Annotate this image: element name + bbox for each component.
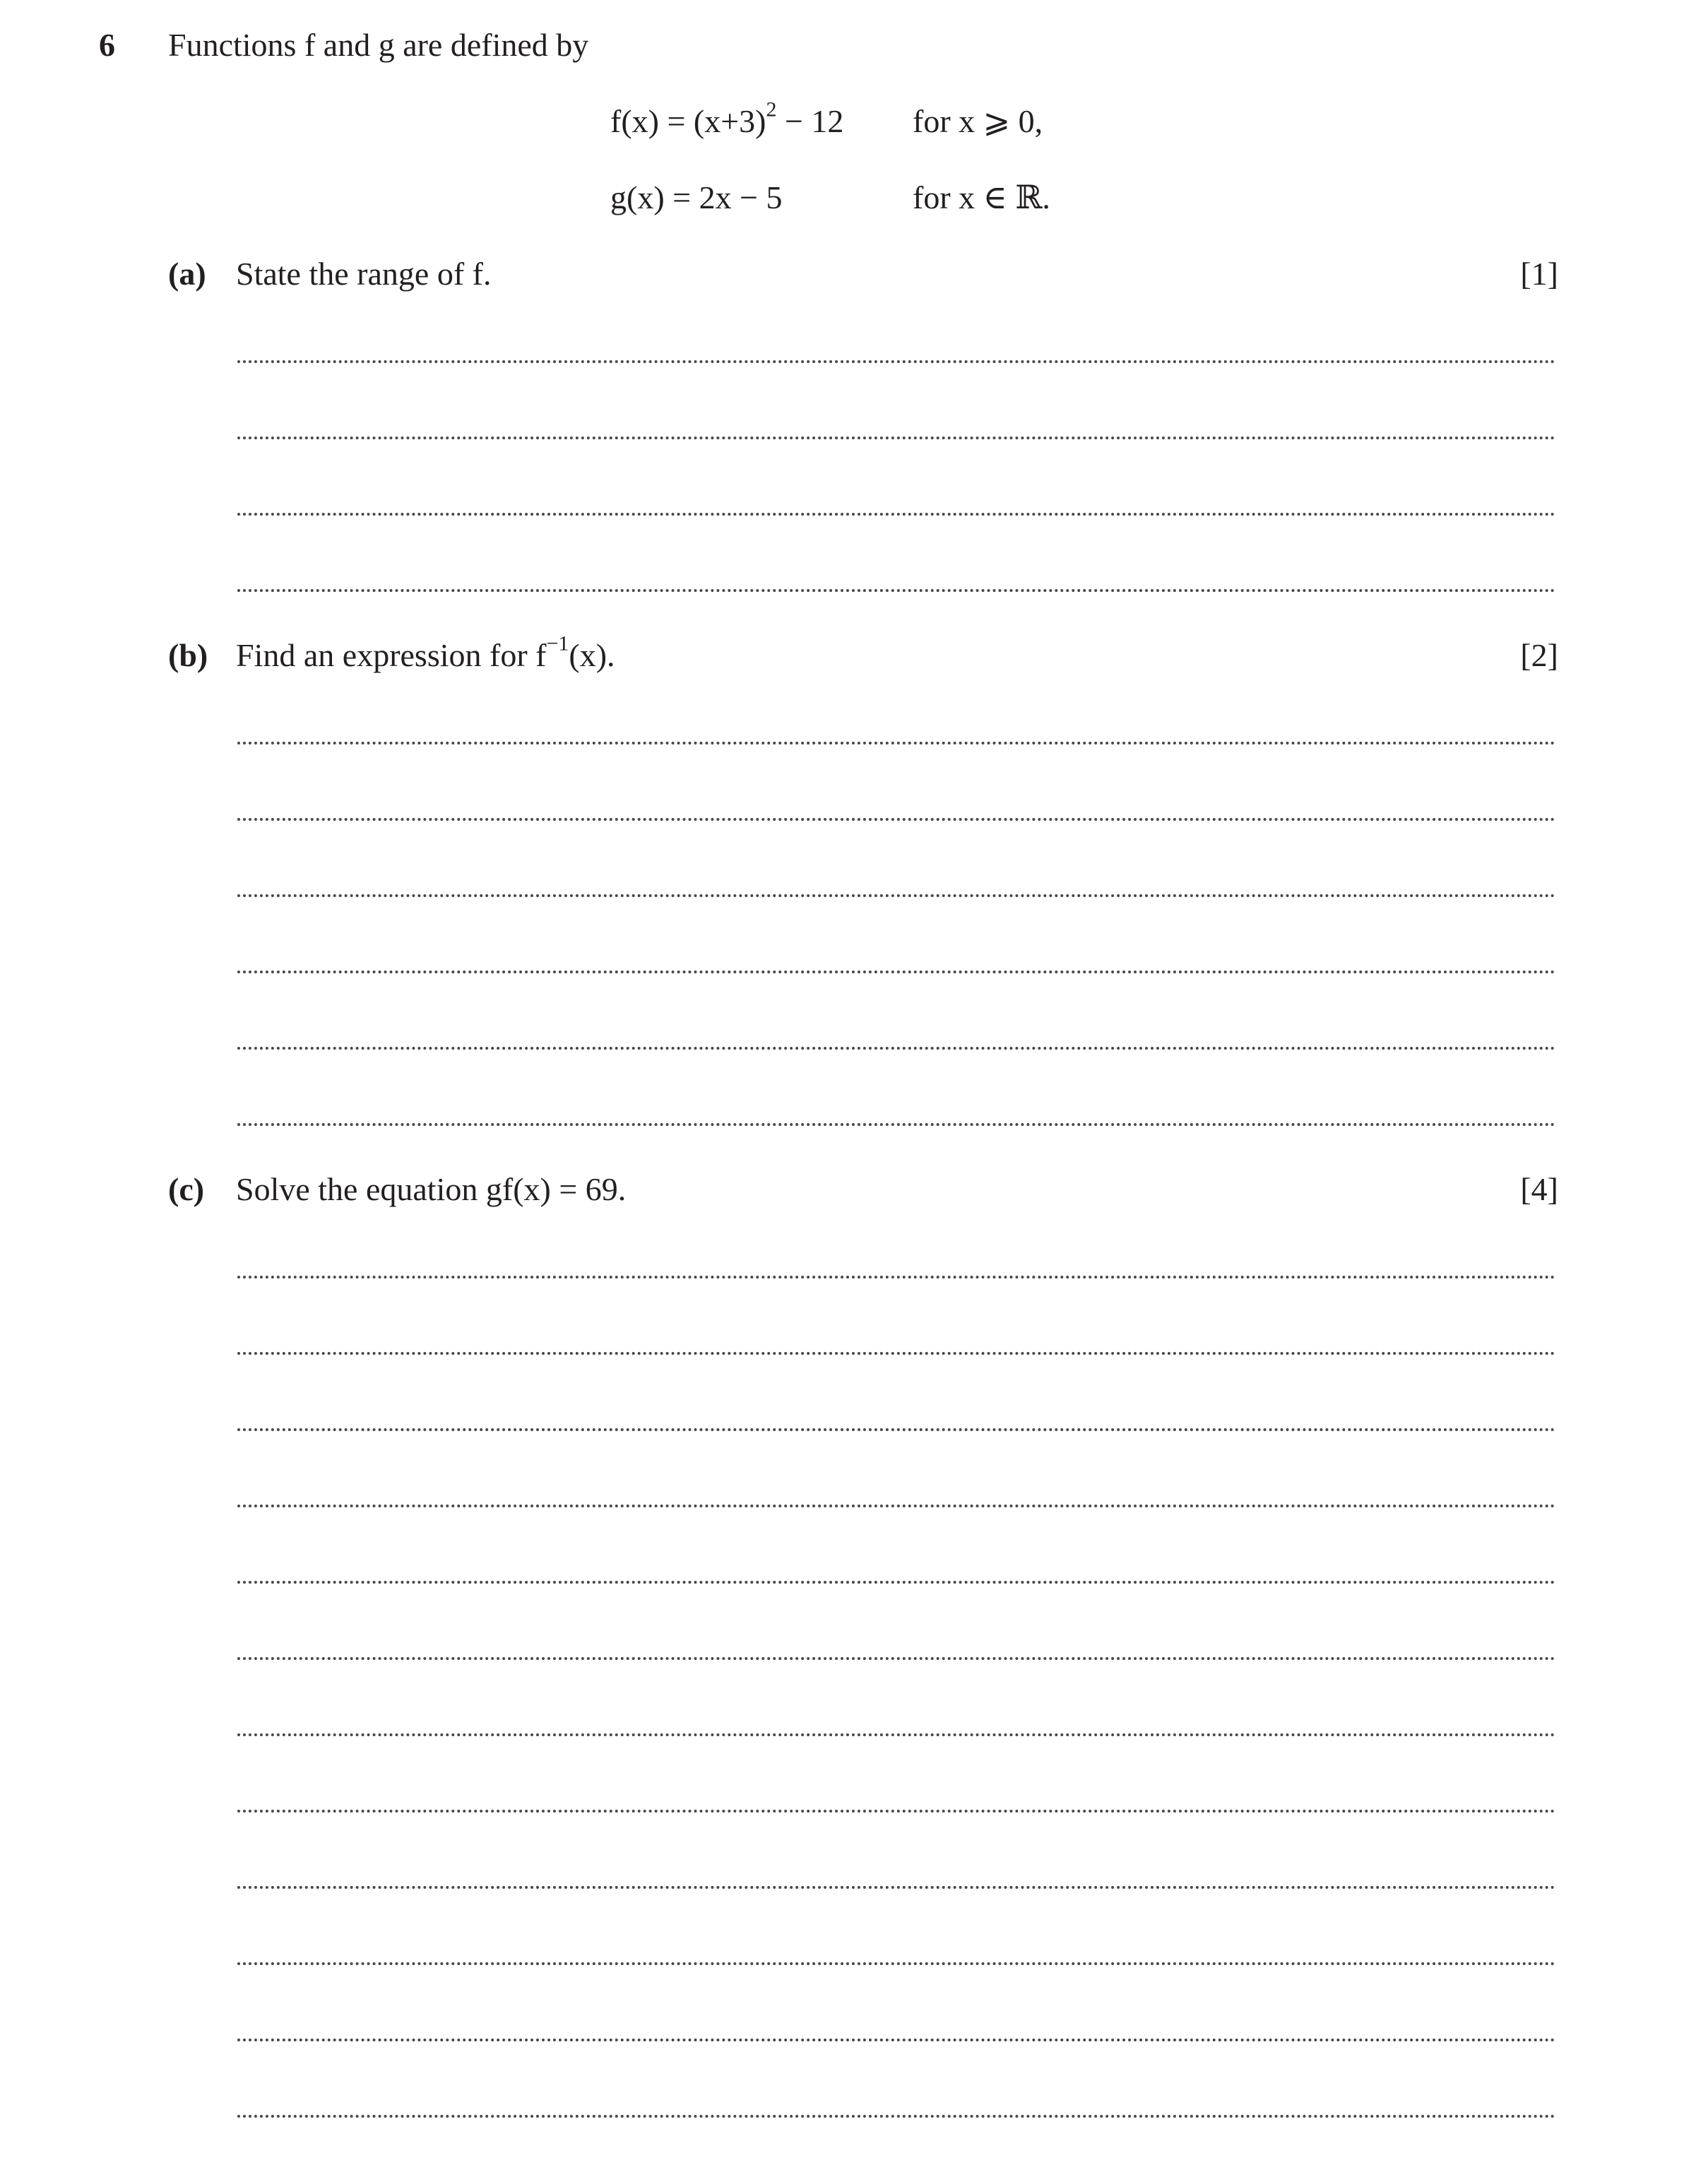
definition-f-power: 2 — [766, 97, 777, 121]
answer-line-c2[interactable] — [237, 1352, 1555, 1355]
answer-line-a2[interactable] — [237, 437, 1555, 439]
definition-f-condition: for x ⩾ 0, — [913, 103, 1043, 139]
answer-line-a4[interactable] — [237, 589, 1555, 592]
question-intro: Functions f and g are defined by — [168, 27, 589, 63]
part-c-label: (c) — [168, 1171, 205, 1207]
definition-f — [610, 97, 844, 143]
question-number: 6 — [99, 27, 115, 63]
answer-line-c7[interactable] — [237, 1733, 1555, 1736]
answer-line-c9[interactable] — [237, 1886, 1555, 1889]
part-a-label: (a) — [168, 256, 206, 292]
answer-line-c1[interactable] — [237, 1276, 1555, 1279]
answer-line-a3[interactable] — [237, 513, 1555, 516]
part-b-superscript: −1 — [546, 631, 569, 656]
definition-f-rhs: − 12 — [776, 103, 844, 139]
part-b-label: (b) — [168, 637, 208, 673]
answer-line-c3[interactable] — [237, 1428, 1555, 1431]
answer-line-b1[interactable] — [237, 742, 1555, 745]
part-a-text: State the range of f. — [236, 256, 492, 292]
definition-g-condition: for x ∈ ℝ. — [913, 179, 1050, 215]
answer-line-c6[interactable] — [237, 1657, 1555, 1660]
definition-g: g(x) = 2x − 5 — [610, 179, 783, 215]
answer-line-c4[interactable] — [237, 1505, 1555, 1507]
answer-line-c11[interactable] — [237, 2039, 1555, 2041]
answer-line-c10[interactable] — [237, 1962, 1555, 1965]
answer-line-b4[interactable] — [237, 971, 1555, 973]
answer-line-a1[interactable] — [237, 360, 1555, 363]
answer-line-b2[interactable] — [237, 818, 1555, 821]
part-b-text-after: (x). — [569, 637, 615, 673]
definition-f-lhs: f(x) = (x+3) — [610, 103, 766, 139]
part-a-marks: [1] — [1520, 256, 1558, 292]
answer-line-b5[interactable] — [237, 1047, 1555, 1050]
answer-line-b3[interactable] — [237, 894, 1555, 897]
answer-line-c8[interactable] — [237, 1810, 1555, 1813]
part-b-marks: [2] — [1520, 637, 1558, 673]
answer-line-b6[interactable] — [237, 1123, 1555, 1126]
answer-line-c5[interactable] — [237, 1581, 1555, 1584]
part-c-marks: [4] — [1520, 1171, 1558, 1207]
part-b-text — [236, 631, 615, 677]
answer-line-c12[interactable] — [237, 2115, 1555, 2118]
part-b-text-before: Find an expression for f — [236, 637, 547, 673]
part-c-text: Solve the equation gf(x) = 69. — [236, 1171, 627, 1207]
